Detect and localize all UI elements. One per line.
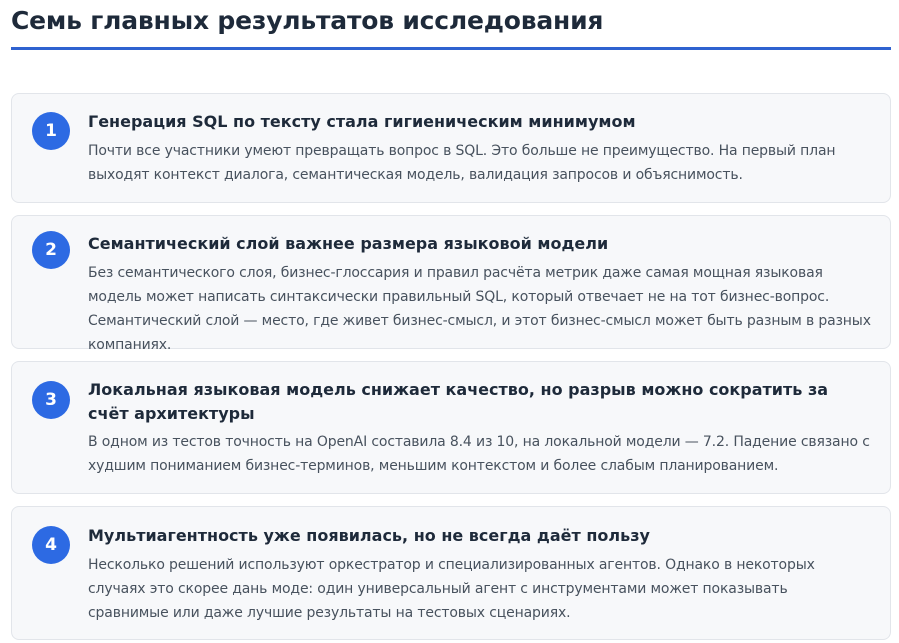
finding-text: Несколько решений используют оркестратор и специализированных агентов. Однако в некоторых случаях это скорее дань моде: один универсальный агент с инструментами может показывать сравнимые или даже лучшие результаты на тестовых сценариях. <box>88 557 815 621</box>
finding-card-2 <box>11 215 891 353</box>
finding-card-4 <box>11 506 891 640</box>
finding-number-badge: 3 <box>32 381 70 419</box>
finding-card-3 <box>11 361 891 494</box>
finding-title: Локальная языковая модель снижает качество, но разрыв можно сократить за счёт архитектуры <box>88 380 829 423</box>
finding-number-badge: 4 <box>32 526 70 564</box>
title-divider <box>11 47 891 50</box>
finding-text: Без семантического слоя, бизнес-глоссария и правил расчёта метрик даже самая мощная языковая модель может написать синтаксически правильный SQL, который отвечает не на тот бизнес-вопрос. Семантический слой — место, где живет бизнес-смысл, и этот бизнес-смысл может быть разным в разных компаниях. <box>88 265 871 353</box>
finding-title: Генерация SQL по тексту стала гигиеническим минимумом <box>88 112 636 131</box>
page-title: Семь главных результатов исследования <box>11 6 604 35</box>
finding-text: Почти все участники умеют превращать вопрос в SQL. Это больше не преимущество. На первый план выходят контекст диалога, семантическая модель, валидация запросов и объяснимость. <box>88 143 836 183</box>
finding-number-badge: 1 <box>32 112 70 150</box>
finding-card-1 <box>11 93 891 203</box>
finding-number-badge: 2 <box>32 231 70 269</box>
finding-title: Семантический слой важнее размера языковой модели <box>88 234 609 253</box>
finding-title: Мультиагентность уже появилась, но не всегда даёт пользу <box>88 526 650 545</box>
finding-text: В одном из тестов точность на OpenAI составила 8.4 из 10, на локальной модели — 7.2. Падение связано с худшим пониманием бизнес-терминов, меньшим контекстом и более слабым планированием. <box>88 434 870 474</box>
